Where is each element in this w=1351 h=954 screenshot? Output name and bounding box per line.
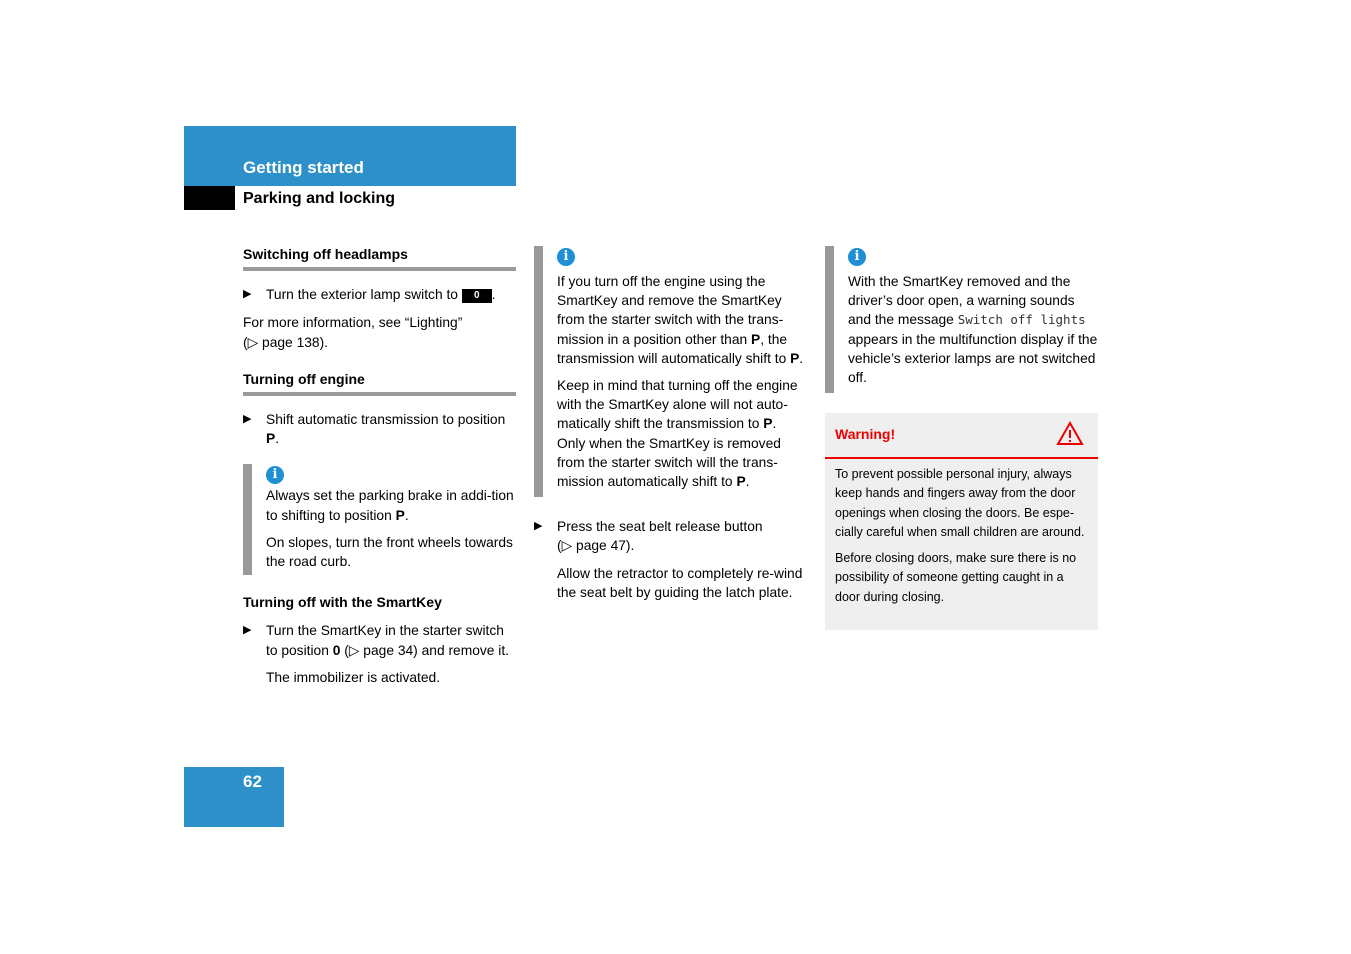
note-bar: [534, 246, 543, 497]
info-note: i With the SmartKey removed and the driver’s door open, a warning sounds and the message Switch off lights appears in the multifunction display if the vehicle’s exterior lamps are not switched off.: [825, 246, 1098, 393]
result-text: Allow the retractor to completely re-wind the seat belt by guiding the latch plate.: [557, 565, 803, 600]
chapter-title: Getting started: [243, 158, 364, 177]
display-message: Switch off lights: [957, 312, 1086, 328]
info-icon: i: [557, 248, 575, 266]
heading-switching-off-headlamps: Switching off headlamps: [243, 245, 516, 271]
column-2: [534, 246, 806, 602]
column-1: [243, 245, 516, 687]
section-title: Parking and locking: [243, 190, 396, 207]
page-number-tab: [184, 767, 284, 827]
info-icon: i: [848, 248, 866, 266]
result-text: The immobilizer is activated.: [266, 669, 441, 685]
column-3: [825, 246, 1098, 393]
warning-header: [825, 413, 1098, 459]
warning-label: Warning!: [835, 426, 896, 442]
lamp-switch-position-icon: 0: [462, 289, 492, 303]
paragraph: For more information, see “Lighting” (▷ page 138).: [243, 315, 463, 350]
triangle-right-icon: ▶: [534, 520, 543, 533]
list-item: ▶ Turn the SmartKey in the starter switch to position 0 (▷ page 34) and remove it.: [243, 623, 510, 658]
header-marker: [184, 186, 235, 210]
list-item: ▶ Shift automatic transmission to position P.: [243, 412, 506, 447]
info-note: i Always set the parking brake in addi-tion to shifting to position P. On slopes, turn the front wheels towards the road curb.: [243, 464, 516, 575]
heading-turning-off-engine: Turning off engine: [243, 370, 516, 396]
warning-triangle-icon: [1056, 421, 1084, 446]
triangle-right-icon: ▶: [243, 624, 252, 637]
triangle-right-icon: ▶: [243, 288, 252, 301]
triangle-right-icon: ▶: [243, 413, 252, 426]
list-item: ▶ Turn the exterior lamp switch to 0 .: [243, 285, 516, 304]
page-number: 62: [243, 772, 262, 791]
page-reference-link[interactable]: (▷ page 47).: [557, 538, 635, 554]
info-note: i If you turn off the engine using the SmartKey and remove the SmartKey from the starter switch with the trans-mission in a position other than P, the transmission will automatically shift to P. Keep in mind that turning off the engine with the SmartKey alone will not auto-matically shift the transmission to P. Only when the SmartKey is removed from the starter switch will the trans-mission automatically shift to P.: [534, 246, 806, 497]
note-bar: [825, 246, 834, 393]
info-icon: i: [266, 466, 284, 484]
page-reference-link[interactable]: (▷ page 138).: [243, 334, 329, 350]
list-item: ▶ Press the seat belt release button (▷ page 47).: [534, 519, 763, 554]
heading-turning-off-with-smartkey: Turning off with the SmartKey: [243, 594, 442, 611]
note-bar: [243, 464, 252, 575]
warning-box: [825, 413, 1098, 630]
warning-body: To prevent possible personal injury, always keep hands and fingers away from the door openings when closing the doors. Be espe-cially careful when small children are around. Before closing doors, make sure there is no possibility of someone getting caught in a door during closing.: [835, 467, 1085, 604]
